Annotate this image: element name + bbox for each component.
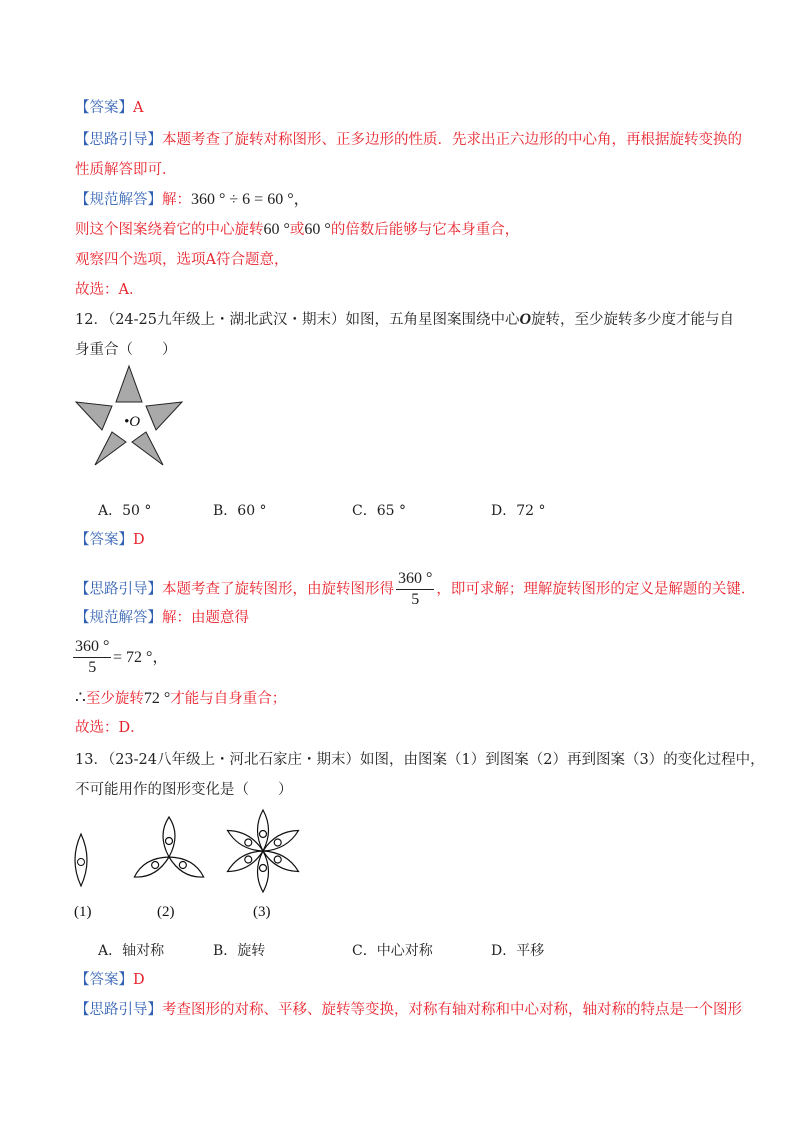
q12-option-a: A．50 °	[98, 503, 152, 519]
fraction-numerator: 360 °	[396, 569, 434, 590]
figure-1	[71, 832, 91, 888]
q13-option-d: D．平移	[491, 943, 545, 959]
text: 至少旋转	[85, 691, 144, 707]
solution-text: 解：由题意得	[162, 610, 249, 626]
q12-solution-line1	[75, 608, 249, 628]
q12-therefore-line	[75, 688, 286, 709]
q13-stem-line2: 不可能用作的图形变化是（ ）	[75, 782, 293, 798]
solution-prefix: 解：	[162, 192, 191, 208]
q12-analysis-line	[75, 569, 755, 610]
answer-value: D	[133, 972, 145, 988]
solution-fraction	[73, 637, 111, 678]
q11-solution-line3: 观察四个选项，选项A符合题意，	[75, 252, 289, 268]
leaf-right	[131, 852, 172, 882]
leaf-shape	[75, 834, 87, 886]
star-triangle-top	[116, 366, 142, 402]
q11-conclusion: 故选：A．	[75, 282, 144, 298]
figure-2	[124, 815, 214, 895]
q11-solution-line1	[75, 190, 310, 210]
figure-label-3: (3)	[253, 904, 271, 920]
q12-option-d: D．72 °	[491, 503, 546, 519]
star-triangle-right	[146, 402, 182, 430]
q11-analysis-line1	[75, 130, 742, 150]
fraction-denominator: 5	[88, 659, 97, 676]
q13-analysis-line1	[75, 1000, 742, 1020]
q12-answer-line	[75, 530, 145, 550]
text: 的倍数后能够与它本身重合，	[330, 222, 520, 238]
analysis-text: 考查图形的对称、平移、旋转等变换，对称有轴对称和中心对称，轴对称的特点是一个图形	[162, 1002, 742, 1018]
answer-tag: 【答案】	[75, 100, 133, 116]
text: 旋转，至少旋转多少度才能与自	[531, 312, 735, 328]
analysis-tag: 【思路引导】	[75, 581, 162, 598]
solution-result: = 72 °，	[113, 649, 169, 666]
figure-3	[218, 806, 308, 896]
q13-stem-line1: 13．（23-24八年级上・河北石家庄・期末）如图，由图案（1）到图案（2）再到图案（3）的变化过程中，	[75, 752, 765, 768]
solution-expr: 360 ° ÷ 6 = 60 °，	[191, 191, 310, 208]
q11-analysis-line2: 性质解答即可．	[75, 162, 177, 178]
q13-option-c: C．中心对称	[352, 943, 433, 959]
text: 12．（24-25九年级上・湖北武汉・期末）如图，五角星图案围绕中心	[75, 312, 520, 328]
leaf-dot	[78, 859, 85, 866]
q12-option-c: C．65 °	[352, 503, 406, 519]
solution-tag: 【规范解答】	[75, 610, 162, 626]
solution-tag: 【规范解答】	[75, 192, 162, 208]
star-triangle-bottom-left	[95, 432, 126, 465]
therefore-symbol: ∴	[75, 688, 86, 708]
center-point-label: O	[519, 311, 532, 328]
analysis-tag: 【思路引导】	[75, 132, 162, 148]
analysis-text: 本题考查了旋转对称图形、正多边形的性质．先求出正六边形的中心角，再根据旋转变换的	[162, 132, 742, 148]
figure-label-2: (2)	[157, 904, 175, 920]
analysis-text: ，即可求解；理解旋转图形的定义是解题的关键．	[436, 581, 756, 598]
star-figure	[74, 362, 184, 472]
answer-value: A	[133, 100, 144, 116]
q11-solution-line2	[75, 220, 519, 240]
leaf-left	[166, 852, 207, 882]
answer-tag: 【答案】	[75, 532, 133, 548]
q13-option-a: A．轴对称	[98, 943, 165, 959]
answer-value: D	[133, 532, 145, 548]
leaf-120	[260, 846, 301, 876]
q13-option-b: B．旋转	[213, 943, 266, 959]
math: 60 °	[263, 221, 290, 238]
q13-answer-line	[75, 970, 145, 990]
text: 或	[289, 222, 305, 238]
analysis-text: 本题考查了旋转图形，由旋转图形得	[162, 581, 394, 598]
star-triangle-bottom-right	[132, 432, 163, 465]
math: 60 °	[304, 221, 331, 238]
fraction	[396, 569, 434, 610]
q12-stem-line1	[75, 310, 734, 330]
figure-label-1: (1)	[74, 904, 92, 920]
q11-answer-line	[75, 98, 143, 118]
text: 才能与自身重合；	[170, 691, 287, 707]
center-label: •O	[124, 414, 141, 430]
analysis-tag: 【思路引导】	[75, 1002, 162, 1018]
fraction-denominator: 5	[411, 591, 420, 608]
math: 72 °	[143, 690, 171, 707]
q12-conclusion: 故选：D．	[75, 720, 145, 736]
leaf-up	[163, 817, 175, 857]
leaf-300	[225, 826, 266, 856]
answer-tag: 【答案】	[75, 972, 133, 988]
fraction-numerator: 360 °	[73, 637, 111, 658]
text: 则这个图案绕着它的中心旋转	[75, 222, 264, 238]
q12-option-b: B．60 °	[213, 503, 267, 519]
q12-stem-line2: 身重合（ ）	[75, 342, 177, 358]
star-triangle-left	[76, 402, 112, 430]
